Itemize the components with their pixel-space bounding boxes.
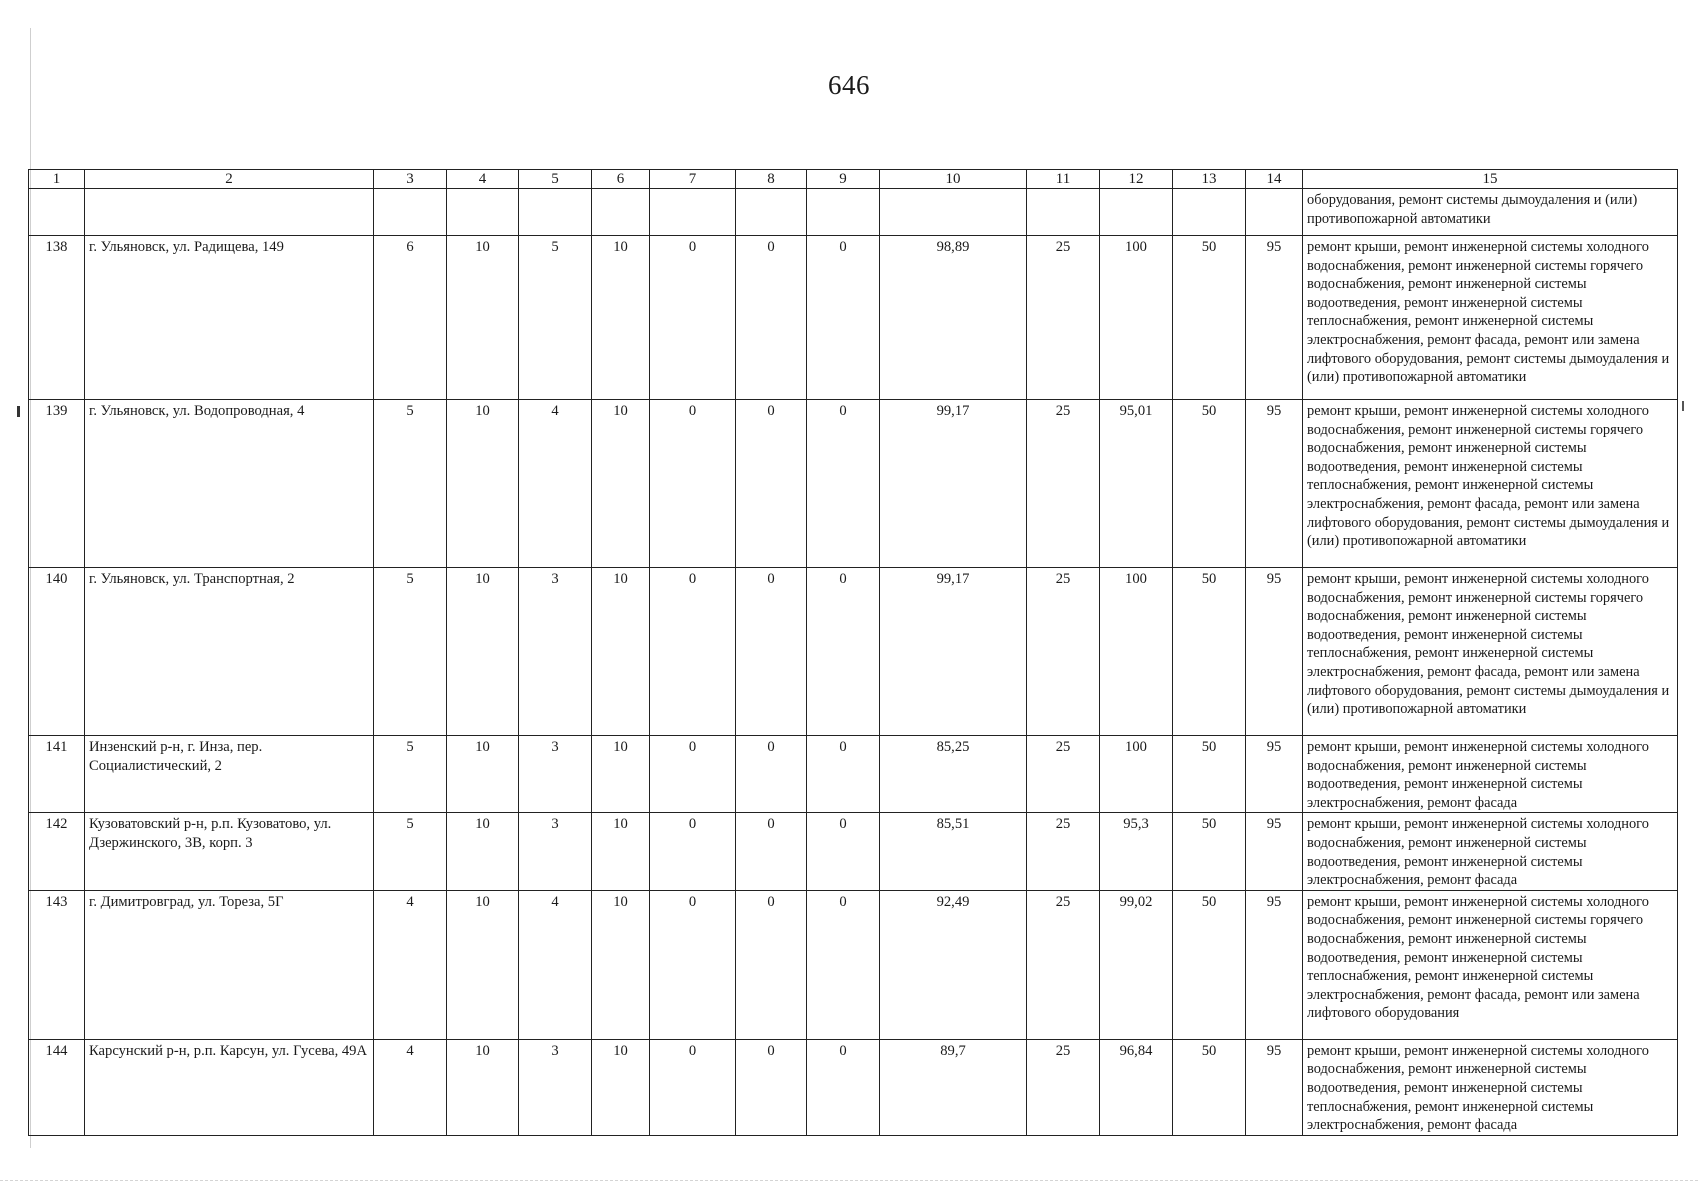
- col12-cell: 99,02: [1100, 890, 1173, 1039]
- table-continuation-row: [29, 189, 1678, 236]
- col10-cell: 98,89: [880, 236, 1027, 400]
- col6-cell: 10: [592, 813, 650, 890]
- col7-cell: 0: [650, 890, 736, 1039]
- page-number: 646: [828, 70, 870, 100]
- col12-cell: 95,01: [1100, 400, 1173, 568]
- col3-cell: 6: [374, 236, 447, 400]
- col12-cell: 96,84: [1100, 1039, 1173, 1135]
- address-cell: Кузоватовский р-н, р.п. Кузоватово, ул. Дзержинского, 3В, корп. 3: [85, 813, 374, 890]
- column-header: 6: [592, 170, 650, 189]
- col9-cell: 0: [807, 568, 880, 736]
- col6-cell: 10: [592, 568, 650, 736]
- address-cell: г. Димитровград, ул. Тореза, 5Г: [85, 890, 374, 1039]
- col8-cell: 0: [736, 890, 807, 1039]
- scan-edge-mark: [1682, 401, 1684, 411]
- col4-cell: 10: [447, 736, 519, 813]
- col14-cell: 95: [1246, 736, 1303, 813]
- col12-cell: 100: [1100, 568, 1173, 736]
- table-header-row: [29, 170, 1678, 189]
- col13-cell: 50: [1173, 1039, 1246, 1135]
- col8-cell: 0: [736, 400, 807, 568]
- column-header: 11: [1027, 170, 1100, 189]
- col12-cell: 95,3: [1100, 813, 1173, 890]
- col10-cell: 99,17: [880, 568, 1027, 736]
- column-header: 10: [880, 170, 1027, 189]
- column-header: 5: [519, 170, 592, 189]
- table-row: [29, 736, 1678, 813]
- works-cell: ремонт крыши, ремонт инженерной системы холодного водоснабжения, ремонт инженерной системы горячего водоснабжения, ремонт инженерной системы водоотведения, ремонт инженерной системы теплоснабжения, ремонт инженерной системы электроснабжения, ремонт фасада, ремонт или замена лифтового оборудования, ремонт системы дымоудаления и (или) противопожарной автоматики: [1303, 568, 1678, 736]
- works-cell: ремонт крыши, ремонт инженерной системы холодного водоснабжения, ремонт инженерной системы водоотведения, ремонт инженерной системы теплоснабжения, ремонт инженерной системы электроснабжения, ремонт фасада: [1303, 1039, 1678, 1135]
- col6-cell: 10: [592, 236, 650, 400]
- col13-cell: 50: [1173, 890, 1246, 1039]
- col5-cell: 3: [519, 813, 592, 890]
- address-cell: г. Ульяновск, ул. Водопроводная, 4: [85, 400, 374, 568]
- col9-cell: 0: [807, 236, 880, 400]
- column-header: 13: [1173, 170, 1246, 189]
- column-header: 2: [85, 170, 374, 189]
- col11-cell: 25: [1027, 568, 1100, 736]
- col10-cell: 99,17: [880, 400, 1027, 568]
- col5-cell: 3: [519, 568, 592, 736]
- col4-cell: 10: [447, 400, 519, 568]
- works-cell: ремонт крыши, ремонт инженерной системы холодного водоснабжения, ремонт инженерной системы водоотведения, ремонт инженерной системы электроснабжения, ремонт фасада: [1303, 736, 1678, 813]
- col11-cell: 25: [1027, 236, 1100, 400]
- col14-cell: 95: [1246, 890, 1303, 1039]
- column-header: 7: [650, 170, 736, 189]
- col14-cell: 95: [1246, 813, 1303, 890]
- col14-cell: 95: [1246, 400, 1303, 568]
- column-header: 8: [736, 170, 807, 189]
- col3-cell: 5: [374, 568, 447, 736]
- column-header: 3: [374, 170, 447, 189]
- col9-cell: 0: [807, 1039, 880, 1135]
- col6-cell: 10: [592, 1039, 650, 1135]
- scan-edge-mark: [17, 406, 20, 417]
- col4-cell: 10: [447, 813, 519, 890]
- col4-cell: 10: [447, 236, 519, 400]
- column-header: 4: [447, 170, 519, 189]
- col14-cell: 95: [1246, 568, 1303, 736]
- column-header: 9: [807, 170, 880, 189]
- col9-cell: 0: [807, 890, 880, 1039]
- address-cell: г. Ульяновск, ул. Радищева, 149: [85, 236, 374, 400]
- repair-table: [28, 169, 1678, 1136]
- col4-cell: 10: [447, 890, 519, 1039]
- col10-cell: 85,51: [880, 813, 1027, 890]
- works-cell: ремонт крыши, ремонт инженерной системы холодного водоснабжения, ремонт инженерной системы горячего водоснабжения, ремонт инженерной системы водоотведения, ремонт инженерной системы теплоснабжения, ремонт инженерной системы электроснабжения, ремонт фасада, ремонт или замена лифтового оборудования, ремонт системы дымоудаления и (или) противопожарной автоматики: [1303, 400, 1678, 568]
- col8-cell: 0: [736, 1039, 807, 1135]
- col12-cell: 100: [1100, 236, 1173, 400]
- col8-cell: 0: [736, 236, 807, 400]
- row-number-cell: 139: [29, 400, 85, 568]
- col7-cell: 0: [650, 1039, 736, 1135]
- col7-cell: 0: [650, 568, 736, 736]
- col11-cell: 25: [1027, 736, 1100, 813]
- col9-cell: 0: [807, 813, 880, 890]
- works-cell: ремонт крыши, ремонт инженерной системы холодного водоснабжения, ремонт инженерной системы горячего водоснабжения, ремонт инженерной системы водоотведения, ремонт инженерной системы теплоснабжения, ремонт инженерной системы электроснабжения, ремонт фасада, ремонт или замена лифтового оборудования, ремонт системы дымоудаления и (или) противопожарной автоматики: [1303, 236, 1678, 400]
- col4-cell: 10: [447, 568, 519, 736]
- col9-cell: 0: [807, 736, 880, 813]
- column-header: 14: [1246, 170, 1303, 189]
- col13-cell: 50: [1173, 400, 1246, 568]
- col10-cell: 85,25: [880, 736, 1027, 813]
- scan-bottom-noise: [0, 1180, 1698, 1182]
- table-row: [29, 890, 1678, 1039]
- col5-cell: 3: [519, 1039, 592, 1135]
- col11-cell: 25: [1027, 1039, 1100, 1135]
- col8-cell: 0: [736, 813, 807, 890]
- table-row: [29, 568, 1678, 736]
- row-number-cell: 138: [29, 236, 85, 400]
- col7-cell: 0: [650, 736, 736, 813]
- column-header: 15: [1303, 170, 1678, 189]
- row-number-cell: 144: [29, 1039, 85, 1135]
- col3-cell: 5: [374, 813, 447, 890]
- col13-cell: 50: [1173, 568, 1246, 736]
- address-cell: Инзенский р-н, г. Инза, пер. Социалистический, 2: [85, 736, 374, 813]
- col11-cell: 25: [1027, 813, 1100, 890]
- col3-cell: 5: [374, 400, 447, 568]
- col4-cell: 10: [447, 1039, 519, 1135]
- col5-cell: 4: [519, 890, 592, 1039]
- col10-cell: 92,49: [880, 890, 1027, 1039]
- col9-cell: 0: [807, 400, 880, 568]
- col5-cell: 3: [519, 736, 592, 813]
- col8-cell: 0: [736, 568, 807, 736]
- row-number-cell: 142: [29, 813, 85, 890]
- column-header: 12: [1100, 170, 1173, 189]
- col7-cell: 0: [650, 813, 736, 890]
- col6-cell: 10: [592, 736, 650, 813]
- col14-cell: 95: [1246, 1039, 1303, 1135]
- col11-cell: 25: [1027, 400, 1100, 568]
- works-cell: ремонт крыши, ремонт инженерной системы холодного водоснабжения, ремонт инженерной системы горячего водоснабжения, ремонт инженерной системы водоотведения, ремонт инженерной системы теплоснабжения, ремонт инженерной системы электроснабжения, ремонт фасада, ремонт или замена лифтового оборудования: [1303, 890, 1678, 1039]
- col14-cell: 95: [1246, 236, 1303, 400]
- table-row: [29, 236, 1678, 400]
- col13-cell: 50: [1173, 813, 1246, 890]
- col10-cell: 89,7: [880, 1039, 1027, 1135]
- col6-cell: 10: [592, 400, 650, 568]
- col3-cell: 5: [374, 736, 447, 813]
- col12-cell: 100: [1100, 736, 1173, 813]
- works-cell: оборудования, ремонт системы дымоудаления и (или) противопожарной автоматики: [1303, 189, 1678, 236]
- col5-cell: 4: [519, 400, 592, 568]
- row-number-cell: 143: [29, 890, 85, 1039]
- col6-cell: 10: [592, 890, 650, 1039]
- col8-cell: 0: [736, 736, 807, 813]
- address-cell: Карсунский р-н, р.п. Карсун, ул. Гусева, 49А: [85, 1039, 374, 1135]
- col13-cell: 50: [1173, 736, 1246, 813]
- row-number-cell: 141: [29, 736, 85, 813]
- col5-cell: 5: [519, 236, 592, 400]
- col3-cell: 4: [374, 890, 447, 1039]
- table-row: [29, 400, 1678, 568]
- col7-cell: 0: [650, 400, 736, 568]
- col7-cell: 0: [650, 236, 736, 400]
- column-header: 1: [29, 170, 85, 189]
- table-row: [29, 813, 1678, 890]
- table-row: [29, 1039, 1678, 1135]
- col3-cell: 4: [374, 1039, 447, 1135]
- address-cell: г. Ульяновск, ул. Транспортная, 2: [85, 568, 374, 736]
- works-cell: ремонт крыши, ремонт инженерной системы холодного водоснабжения, ремонт инженерной системы водоотведения, ремонт инженерной системы электроснабжения, ремонт фасада: [1303, 813, 1678, 890]
- col13-cell: 50: [1173, 236, 1246, 400]
- col11-cell: 25: [1027, 890, 1100, 1039]
- row-number-cell: 140: [29, 568, 85, 736]
